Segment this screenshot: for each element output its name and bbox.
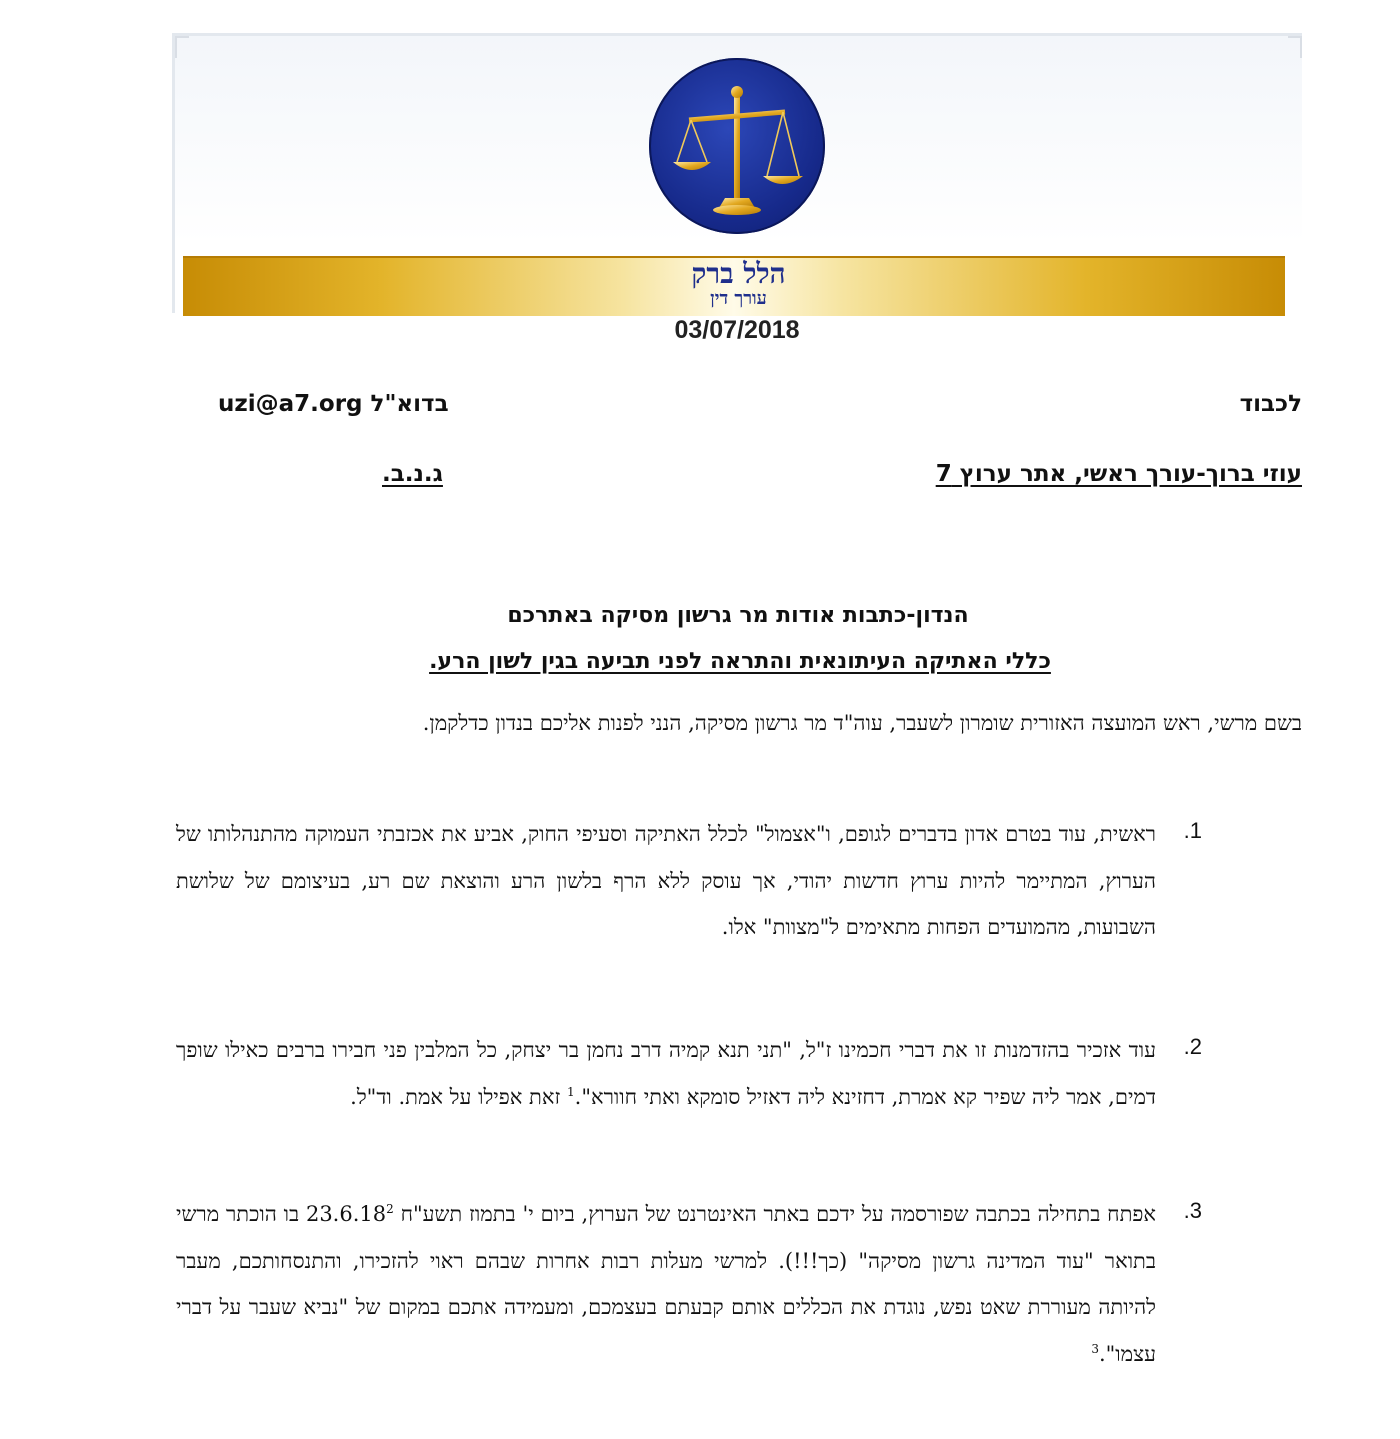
firm-title: עורך דין: [710, 288, 767, 309]
paragraph-text: אפתח בתחילה בכתבה שפורסמה על ידכם באתר האינטרנט של הערוץ, ביום י' בתמוז תשע"ח 23.6.18: [305, 1202, 1156, 1226]
paragraph-number: 2.: [1183, 1034, 1202, 1059]
recipient-line: עוזי ברוך-עורך ראשי, אתר ערוץ 7: [935, 461, 1302, 487]
footnote-marker[interactable]: 1: [567, 1084, 575, 1099]
paragraph-number: 1.: [1183, 818, 1202, 843]
paragraph-text: עוד אזכיר בהזדמנות זו את דברי חכמינו ז"ל, "תני תנא קמיה דרב נחמן בר יצחק, כל המלבין פני חבירו ברבים כאילו שופך דמים, אמר ליה שפיר קא אמרת, דחזינא ליה דאזיל סומקא ואתי חוורא".: [176, 1038, 1156, 1109]
firm-name: הלל ברק: [691, 257, 786, 290]
delivery-method: בדוא"ל uzi@a7.org: [218, 391, 449, 417]
paragraph-text: בו הוכתר מרשי בתואר "עוד המדינה גרשון מסיקה" (כך!!!). למרשי מעלות רבות אחרות שבהם ראוי להזכירו, והתנסחותכם, מעבר להיותה מעוררת שאט נפש, נוגדת את הכללים אותם קבעתם בעצמכם, ומעמידה אתכם במקום של "נביא שעבר על דברי עצמו".: [176, 1202, 1156, 1366]
to-label: לכבוד: [1239, 391, 1302, 417]
paragraph-number: 3.: [1183, 1198, 1202, 1223]
footnote-marker[interactable]: 2: [386, 1202, 394, 1216]
letterhead-corner-left: [175, 36, 189, 58]
numbered-paragraph: [176, 1027, 1156, 1120]
footnote-marker[interactable]: 3: [1091, 1341, 1099, 1356]
letter-date: 03/07/2018: [674, 316, 800, 344]
numbered-paragraph: ראשית, עוד בטרם אדון בדברים לגופם, ו"אצמול" לכלל האתיקה וסעיפי החוק, אביע את אכזבתי העמוקה מהתנהלותו של הערוץ, המתיימר להיות ערוץ חדשות יהודי, אך עוסק ללא הרף בלשון הרע והוצאת שם רע, בעיצומם של שלושת השבועות, מהמועדים הפחות מתאימים ל"מצוות" אלו.: [176, 822, 1156, 939]
paragraph-text: זאת אפילו על אמת. וד"ל.: [350, 1084, 567, 1109]
letterhead-corner-right: [1288, 36, 1302, 58]
numbered-paragraph: [176, 1191, 1156, 1377]
letterhead: [172, 33, 1302, 313]
greeting: ג.נ.ב.: [382, 461, 443, 487]
subject-line: הנדון-כתבות אודות מר גרשון מסיקה באתרכם: [507, 603, 969, 628]
intro-paragraph: בשם מרשי, ראש המועצה האזורית שומרון לשעבר, עוה"ד מר גרשון מסיקה, הנני לפנות אליכם בנדון כדלקמן.: [422, 711, 1302, 735]
subject-subline: כללי האתיקה העיתונאית והתראה לפני תביעה בגין לשון הרע.: [429, 649, 1051, 674]
scales-of-justice-icon: [649, 58, 825, 234]
law-firm-seal: [649, 58, 825, 234]
